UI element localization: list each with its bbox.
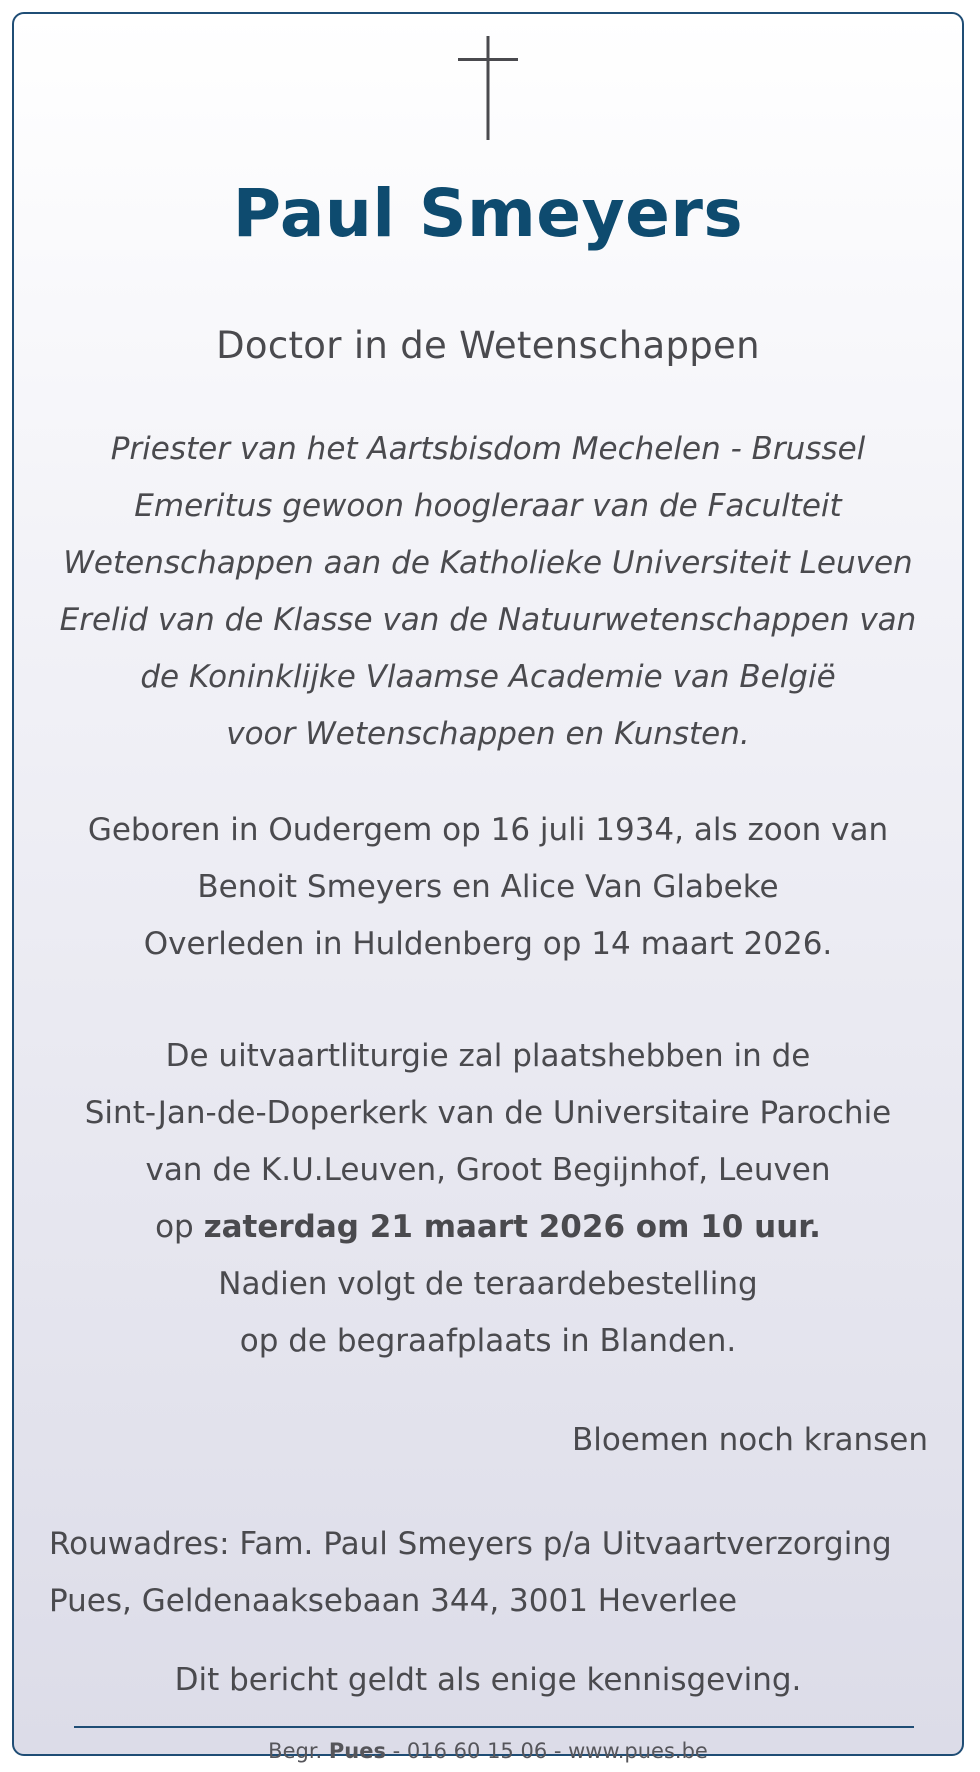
- funeral-date-line: [14, 1199, 962, 1256]
- funeral-line: De uitvaartliturgie zal plaatshebben in de: [165, 1038, 811, 1074]
- footer-contact: - 016 60 15 06 - www.pues.be: [385, 1739, 708, 1763]
- funeral-home-name: Pues: [328, 1739, 386, 1763]
- funeral-line: Nadien volgt de teraardebestelling: [218, 1266, 758, 1302]
- functions-block: [14, 421, 962, 763]
- footer-divider: [74, 1726, 914, 1728]
- footer-prefix: Begr.: [268, 1739, 329, 1763]
- function-line: Priester van het Aartsbisdom Mechelen - Brussel: [110, 431, 866, 467]
- function-line: Emeritus gewoon hoogleraar van de Faculteit: [134, 488, 842, 524]
- cross-icon: [14, 36, 962, 148]
- funeral-line: van de K.U.Leuven, Groot Begijnhof, Leuven: [145, 1152, 831, 1188]
- deceased-name: Paul Smeyers: [232, 175, 744, 252]
- address-line: Pues, Geldenaaksebaan 344, 3001 Heverlee: [49, 1583, 738, 1619]
- function-line: voor Wetenschappen en Kunsten.: [226, 716, 750, 752]
- funeral-home-footer: [14, 1736, 962, 1766]
- address-line: Rouwadres: Fam. Paul Smeyers p/a Uitvaartverzorging: [49, 1526, 892, 1562]
- obituary-card: [12, 12, 964, 1763]
- birth-line: Geboren in Oudergem op 16 juli 1934, als zoon van: [87, 812, 889, 848]
- funeral-date: zaterdag 21 maart 2026 om 10 uur.: [203, 1209, 821, 1245]
- academic-title: Doctor in de Wetenschappen: [216, 324, 760, 367]
- parents-line: Benoit Smeyers en Alice Van Glabeke: [197, 869, 779, 905]
- funeral-date-prefix: op: [155, 1209, 204, 1245]
- function-line: Erelid van de Klasse van de Natuurwetenschappen van: [59, 602, 917, 638]
- life-block: [14, 802, 962, 973]
- notice-text: Dit bericht geldt als enige kennisgeving.: [174, 1662, 802, 1698]
- funeral-line: op de begraafplaats in Blanden.: [239, 1323, 737, 1359]
- mourning-address: [49, 1516, 892, 1630]
- flowers-note: Bloemen noch kransen: [571, 1422, 928, 1458]
- function-line: Wetenschappen aan de Katholieke Universiteit Leuven: [63, 545, 913, 581]
- funeral-block: [14, 1028, 962, 1370]
- function-line: de Koninklijke Vlaamse Academie van België: [140, 659, 836, 695]
- funeral-line: Sint-Jan-de-Doperkerk van de Universitaire Parochie: [84, 1095, 892, 1131]
- death-line: Overleden in Huldenberg op 14 maart 2026.: [143, 926, 833, 962]
